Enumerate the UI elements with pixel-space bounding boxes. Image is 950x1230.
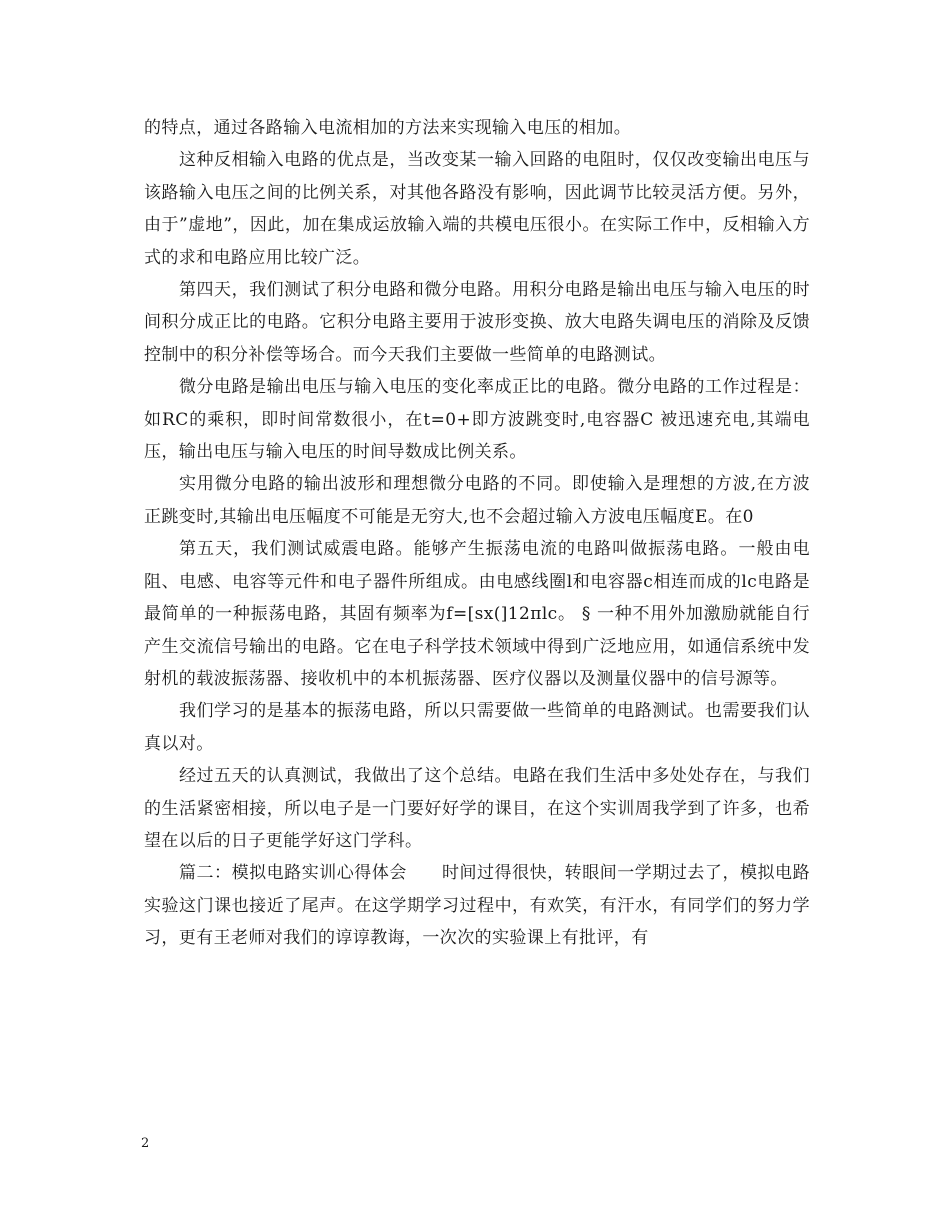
paragraph: 第五天，我们测试威震电路。能够产生振荡电流的电路叫做振荡电路。一般由电阻、电感、电容等元件和电子器件所组成。由电感线圈l和电容器c相连而成的lc电路是最简单的一种振荡电路，其固有频率为f=[sx(]12πlc。 § 一种不用外加激励就能自行产生交流信号输出的电路。它在电子科学技术领域中得到广泛地应用，如通信系统中发射机的载波振荡器、接收机中的本机振荡器、医疗仪器以及测量仪器中的信号源等。	[144, 539, 810, 689]
paragraph: 实用微分电路的输出波形和理想微分电路的不同。即使输入是理想的方波,在方波正跳变时,其输出电压幅度不可能是无穷大,也不会超过输入方波电压幅度E。在0	[144, 474, 810, 527]
paragraph: 第四天，我们测试了积分电路和微分电路。用积分电路是输出电压与输入电压的时间积分成正比的电路。它积分电路主要用于波形变换、放大电路失调电压的消除及反馈控制中的积分补偿等场合。而今天我们主要做一些简单的电路测试。	[144, 280, 810, 365]
paragraph: 微分电路是输出电压与输入电压的变化率成正比的电路。微分电路的工作过程是：如RC的乘积，即时间常数很小，在t=0+即方波跳变时,电容器C 被迅速充电,其端电压，输出电压与输入电压的时间导数成比例关系。	[144, 377, 810, 463]
paragraph: 这种反相输入电路的优点是，当改变某一输入回路的电阻时，仅仅改变输出电压与该路输入电压之间的比例关系，对其他各路没有影响，因此调节比较灵活方便。另外，由于”虚地”，因此，加在集成运放输入端的共模电压很小。在实际工作中，反相输入方式的求和电路应用比较广泛。	[144, 150, 810, 268]
paragraph: 经过五天的认真测试，我做出了这个总结。电路在我们生活中多处处存在，与我们的生活紧密相接，所以电子是一门要好好学的课目，在这个实训周我学到了许多，也希望在以后的日子更能学好这门学科。	[144, 766, 810, 851]
paragraph: 篇二：模拟电路实训心得体会 时间过得很快，转眼间一学期过去了，模拟电路实验这门课也接近了尾声。在这学期学习过程中，有欢笑，有汗水，有同学们的努力学习，更有王老师对我们的谆谆教诲，一次次的实验课上有批评，有	[144, 863, 810, 949]
paragraph: 我们学习的是基本的振荡电路，所以只需要做一些简单的电路测试。也需要我们认真以对。	[144, 701, 810, 754]
paragraph: 的特点，通过各路输入电流相加的方法来实现输入电压的相加。	[144, 118, 632, 138]
page-number: 2	[141, 1136, 150, 1151]
document-body	[144, 112, 810, 955]
